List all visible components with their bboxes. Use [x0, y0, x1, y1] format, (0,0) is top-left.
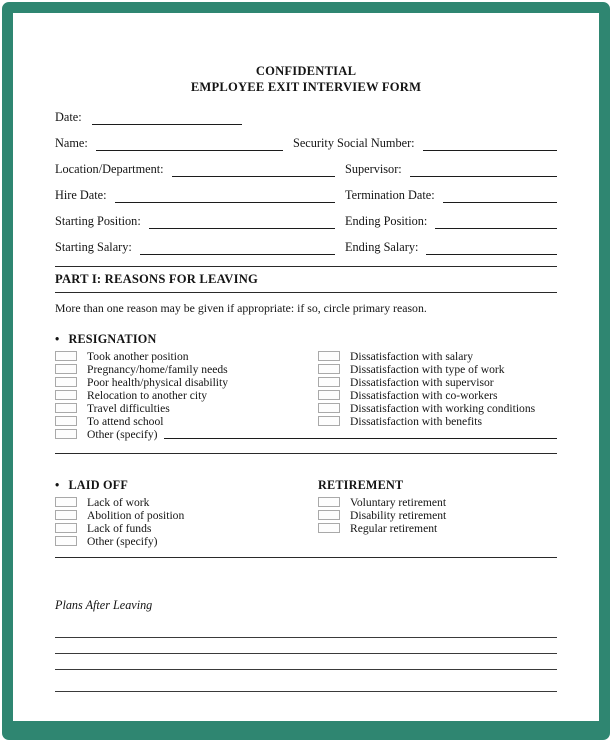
checkbox-row — [318, 390, 557, 401]
retirement-column — [318, 478, 557, 549]
name-row — [55, 136, 557, 151]
checkbox[interactable] — [318, 497, 340, 507]
checkbox-label: Poor health/physical disability — [87, 375, 229, 389]
plans-write-line-4[interactable] — [55, 691, 557, 692]
checkbox-label: To attend school — [87, 414, 164, 428]
starting-salary-label: Starting Salary: — [55, 239, 132, 254]
termination-date-label: Termination Date: — [345, 187, 435, 202]
section-divider-bottom — [55, 292, 557, 293]
checkbox-label: Other (specify) — [87, 427, 158, 441]
hire-date-input-line[interactable] — [115, 190, 335, 203]
location-row — [55, 162, 557, 177]
checkbox-row — [55, 536, 318, 547]
plans-write-line-2[interactable] — [55, 653, 557, 654]
hire-date-row — [55, 188, 557, 203]
plans-write-line-1[interactable] — [55, 637, 557, 638]
ending-position-label: Ending Position: — [345, 213, 428, 228]
supervisor-input-line[interactable] — [410, 164, 557, 177]
checkbox-row — [55, 377, 318, 388]
retirement-heading: RETIREMENT — [318, 477, 404, 492]
part1-heading: PART I: REASONS FOR LEAVING — [55, 271, 258, 286]
checkbox-label: Regular retirement — [350, 521, 438, 535]
checkbox-row — [318, 377, 557, 388]
plans-after-leaving-heading: Plans After Leaving — [55, 597, 153, 612]
form-title — [55, 63, 557, 96]
checkbox[interactable] — [318, 510, 340, 520]
checkbox-label: Lack of funds — [87, 521, 152, 535]
checkbox-label: Dissatisfaction with working conditions — [350, 401, 536, 415]
checkbox-row — [318, 523, 557, 534]
checkbox[interactable] — [318, 377, 340, 387]
ssn-label: Security Social Number: — [293, 135, 415, 150]
checkbox-row — [55, 510, 318, 521]
checkbox[interactable] — [55, 429, 77, 439]
checkbox[interactable] — [55, 536, 77, 546]
checkbox-row — [318, 403, 557, 414]
other-specify-input-line[interactable] — [164, 429, 558, 439]
checkbox-row — [318, 364, 557, 375]
checkbox[interactable] — [55, 364, 77, 374]
resignation-heading: • RESIGNATION — [55, 332, 557, 347]
write-in-line[interactable] — [55, 453, 557, 454]
checkbox[interactable] — [318, 403, 340, 413]
write-in-line[interactable] — [55, 557, 557, 558]
resignation-other-row — [55, 429, 557, 440]
ssn-input-line[interactable] — [423, 138, 557, 151]
checkbox[interactable] — [55, 390, 77, 400]
starting-salary-input-line[interactable] — [140, 242, 335, 255]
checkbox-row — [318, 497, 557, 508]
checkbox-label: Pregnancy/home/family needs — [87, 362, 228, 376]
checkbox-label: Voluntary retirement — [350, 495, 447, 509]
checkbox-row — [55, 523, 318, 534]
resignation-right-column — [318, 351, 557, 429]
ending-salary-input-line[interactable] — [426, 242, 557, 255]
checkbox[interactable] — [318, 364, 340, 374]
checkbox-label: Took another position — [87, 349, 189, 363]
checkbox[interactable] — [318, 390, 340, 400]
part1-note: More than one reason may be given if appropriate: if so, circle primary reason. — [55, 300, 427, 315]
checkbox[interactable] — [55, 523, 77, 533]
checkbox[interactable] — [55, 497, 77, 507]
checkbox-label: Dissatisfaction with type of work — [350, 362, 505, 376]
supervisor-label: Supervisor: — [345, 161, 402, 176]
resignation-left-column — [55, 351, 318, 429]
laidoff-retirement-columns — [55, 478, 557, 549]
checkbox-label: Travel difficulties — [87, 401, 170, 415]
checkbox-row — [55, 403, 318, 414]
checkbox-row — [55, 351, 318, 362]
starting-position-label: Starting Position: — [55, 213, 141, 228]
checkbox-label: Abolition of position — [87, 508, 185, 522]
date-input-line[interactable] — [92, 112, 242, 125]
checkbox-label: Dissatisfaction with benefits — [350, 414, 483, 428]
checkbox-row — [55, 416, 318, 427]
checkbox[interactable] — [55, 377, 77, 387]
starting-salary-row — [55, 240, 557, 255]
checkbox-label: Lack of work — [87, 495, 150, 509]
checkbox-row — [55, 364, 318, 375]
checkbox[interactable] — [55, 510, 77, 520]
section-divider-top — [55, 266, 557, 267]
starting-position-row — [55, 214, 557, 229]
location-label: Location/Department: — [55, 161, 164, 176]
title-confidential: CONFIDENTIAL — [255, 64, 357, 78]
ending-position-input-line[interactable] — [435, 216, 557, 229]
checkbox-label: Dissatisfaction with salary — [350, 349, 473, 363]
checkbox-row — [55, 390, 318, 401]
date-row — [55, 110, 557, 125]
checkbox[interactable] — [55, 403, 77, 413]
checkbox-row — [55, 497, 318, 508]
checkbox-row — [318, 510, 557, 521]
checkbox-label: Dissatisfaction with co-workers — [350, 388, 498, 402]
checkbox-label: Disability retirement — [350, 508, 447, 522]
checkbox[interactable] — [55, 351, 77, 361]
checkbox[interactable] — [55, 416, 77, 426]
checkbox[interactable] — [318, 523, 340, 533]
plans-write-line-3[interactable] — [55, 669, 557, 670]
header-fields — [55, 110, 557, 255]
form-content — [13, 13, 599, 721]
termination-date-input-line[interactable] — [443, 190, 557, 203]
checkbox-label: Other (specify) — [87, 534, 158, 548]
laidoff-heading: • LAID OFF — [55, 478, 318, 493]
starting-position-input-line[interactable] — [149, 216, 335, 229]
checkbox-row — [318, 351, 557, 362]
location-input-line[interactable] — [172, 164, 335, 177]
resignation-columns — [55, 351, 557, 429]
checkbox-label: Dissatisfaction with supervisor — [350, 375, 494, 389]
checkbox-row — [318, 416, 557, 427]
checkbox[interactable] — [318, 416, 340, 426]
hire-date-label: Hire Date: — [55, 187, 107, 202]
name-label: Name: — [55, 135, 88, 150]
checkbox[interactable] — [318, 351, 340, 361]
title-form-name: EMPLOYEE EXIT INTERVIEW FORM — [190, 80, 422, 95]
date-label: Date: — [55, 109, 82, 124]
checkbox-label: Relocation to another city — [87, 388, 208, 402]
name-input-line[interactable] — [96, 138, 283, 151]
ending-salary-label: Ending Salary: — [345, 239, 419, 254]
laidoff-column — [55, 478, 318, 549]
